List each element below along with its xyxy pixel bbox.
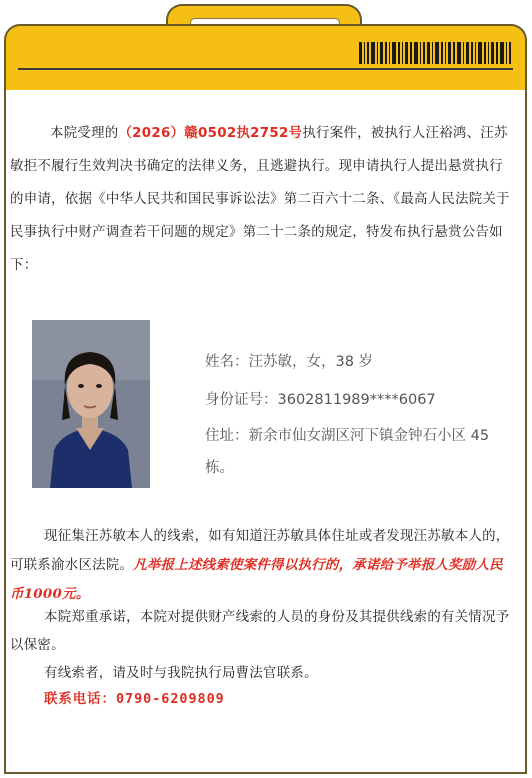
person-name: 姓名：汪苏敏，女，38 岁 xyxy=(205,354,374,370)
header-divider xyxy=(18,68,513,70)
intro-prefix: 本院受理的 xyxy=(50,126,119,141)
clue-request-paragraph xyxy=(10,523,516,609)
confidentiality-paragraph: 本院郑重承诺，本院对提供财产线索的人员的身份及其提供线索的有关情况予以保密。 xyxy=(10,610,510,653)
case-number: （2026）赣0502执2752号 xyxy=(118,126,303,141)
clue-request-text: 现征集汪苏敏本人的线索，如有知道汪苏敏具体住址或者发现汪苏敏本人的，可联系渝水区法院。 xyxy=(10,529,510,573)
person-id-number: 身份证号：3602811989****6067 xyxy=(205,392,436,408)
portrait-image xyxy=(32,320,150,488)
contact-phone: 联系电话：0790-6209809 xyxy=(44,692,225,707)
intro-suffix: 执行案件，被执行人汪裕鸿、汪苏敏拒不履行生效判决书确定的法律义务，且逃避执行。现申请执行人提出悬赏执行的申请，依据《中华人民共和国民事诉讼法》第二百六十二条、《最高人民法院关于民事执行中财产调查若干问题的规定》第二十二条的规定，特发布执行悬赏公告如下： xyxy=(10,126,510,273)
intro-paragraph xyxy=(10,117,516,282)
contact-paragraph: 有线索者，请及时与我院执行局曹法官联系。 xyxy=(44,666,318,681)
person-address: 住址：新余市仙女湖区河下镇金钟石小区 45 栋。 xyxy=(205,428,490,476)
card-header xyxy=(4,24,527,92)
person-photo xyxy=(32,320,150,488)
reward-text: 凡举报上述线索使案件得以执行的，承诺给予举报人奖励人民币1000元。 xyxy=(10,557,503,602)
barcode-icon xyxy=(359,42,511,64)
